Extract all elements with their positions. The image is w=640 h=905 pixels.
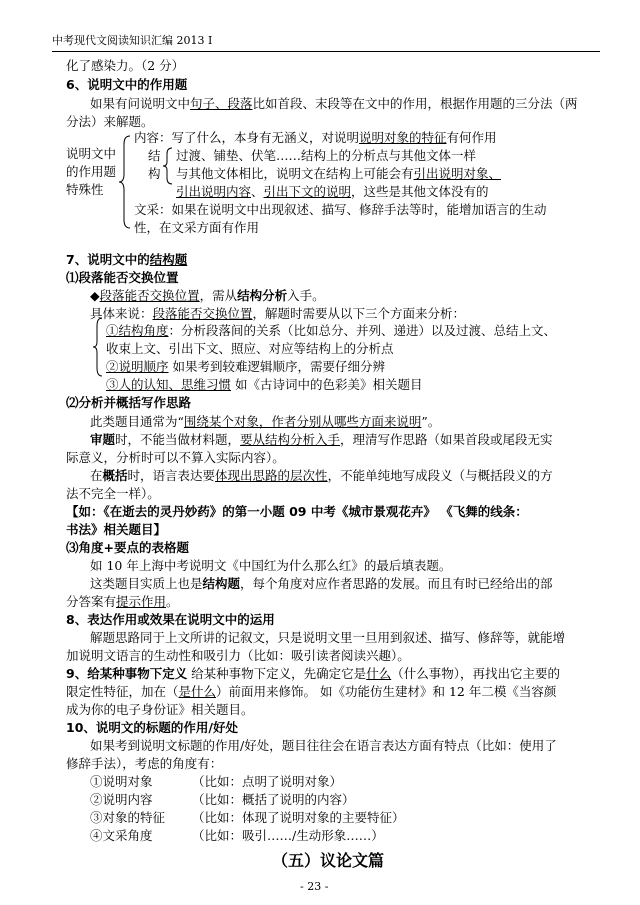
s7-sub-3: ⑶角度+要点的表格题: [66, 540, 189, 555]
item-key: ④文采角度: [90, 828, 153, 843]
text: 如果考到较难逻辑顺序，需要仔细分辨: [168, 359, 385, 374]
header-rule: [52, 51, 600, 52]
text: 限定性特征，加在（: [66, 684, 179, 699]
s7-q3: [90, 468, 553, 484]
s6-wencai-2: 性，在文采方面有作用: [134, 220, 260, 235]
s10-l1: 如果考到说明文标题的作用/好处，题目往往会在语言表达方面有特点（比如：使用了: [90, 738, 557, 753]
diamond-icon: ◆: [90, 288, 100, 303]
text: 此类题目通常为“: [90, 414, 184, 429]
list-brace-icon: [92, 316, 104, 378]
underlined-text: 要从结构分析入手: [240, 432, 341, 447]
text: ，这些是其他文体没有的: [351, 184, 489, 199]
s7-item-1: [106, 323, 556, 339]
underlined-text: 段落能否交换位置: [99, 288, 200, 303]
text: 内容：写了什么，本身有无涵义，对说明: [134, 130, 360, 145]
s6-gou: 构: [148, 166, 161, 181]
text: 如《古诗词中的色彩美》相关题目: [231, 377, 423, 392]
section-8-title: 8、表达作用或效果在说明文中的运用: [66, 612, 275, 627]
outer-brace-icon: [118, 134, 132, 230]
underlined-text: 引出说明对象、: [413, 166, 502, 181]
text: ：分析段落间的关系（比如总分、并列、递进）以及过渡、总结上文、: [168, 323, 557, 338]
s7-sub-2: ⑵分析并概括写作思路: [66, 395, 192, 410]
text: ，需从: [199, 288, 238, 303]
text: 如果有问说明文中: [90, 96, 191, 111]
text: 具体来说：: [90, 306, 153, 321]
bold-text: 结构分析: [237, 288, 288, 303]
item-value: （比如：体现了说明对象的主要特征）: [192, 810, 405, 825]
s6-content: [134, 130, 497, 146]
section-9-title: 9、给某种事物下定义: [66, 666, 188, 681]
underlined-text: 句子、段落: [190, 96, 253, 111]
underlined-text: 是什么: [178, 684, 217, 699]
page-number: - 23 -: [300, 880, 329, 893]
bold-text: 审题: [90, 432, 116, 447]
s6-wencai-1: 文采：如果在说明文中出现叙述、描写、修辞手法等时，能增加语言的生动: [134, 202, 547, 217]
text: ”。: [421, 414, 441, 429]
s10-item-2: [90, 792, 355, 808]
s7-example-1: 【如：《在逝去的灵丹妙药》的第一小题 09 中考《城市景观花卉》 《飞舞的线条：: [66, 504, 528, 519]
text: 比如首段、末段等在文中的作用，根据作用题的三分法（两: [252, 96, 578, 111]
s9-l2: [66, 684, 556, 700]
item-value: （比如：吸引……/生动形象……）: [192, 828, 384, 843]
s7-r3: [66, 594, 179, 610]
s8-l1: 解题思路同于上文所讲的记叙文，只是说明文里一旦用到叙述、描写、修辞等，就能增: [90, 630, 566, 645]
text: 与其他文体相比，说明文在结构上可能会有: [176, 166, 414, 181]
underlined-text: 结构题: [149, 252, 188, 267]
underlined-text: 段落能否交换位置: [152, 306, 253, 321]
s6-side-2: 的作用题: [66, 164, 117, 179]
s7-item-2: [106, 359, 385, 375]
underlined-text: ③人的认知、思维习惯: [106, 377, 232, 392]
s7-q3-cont: 法不完全一样）。: [66, 486, 160, 501]
s7-r2: [90, 576, 553, 592]
underlined-text: 说明对象的特征: [359, 130, 447, 145]
underlined-text: 体现出思路的层次性: [215, 468, 328, 483]
section-6-title: 6、说明文中的作用题: [66, 77, 188, 92]
section-7-title: [66, 252, 187, 268]
inner-brace-icon: [162, 146, 174, 186]
item-value: （比如：点明了说明对象）: [192, 774, 343, 789]
s7-sub-1: ⑴段落能否交换位置: [66, 270, 179, 285]
text: 入手。: [287, 288, 325, 303]
section-10-title: 10、说明文的标题的作用/好处: [66, 720, 238, 735]
text: ，不能单纯地写成段义（与概括段义的方: [327, 468, 553, 483]
running-header: 中考现代文阅读知识汇编 2013 Ⅰ: [52, 34, 213, 47]
s6-struct-3: [176, 184, 489, 200]
s7-item-1-cont: 收束上文、引出下文、照应、对应等结构上的分析点: [106, 341, 394, 356]
s6-side-1: 说明文中: [66, 146, 117, 161]
s9-l3: 成为你的电子身份证》相关题目。: [66, 702, 254, 717]
underlined-text: 围绕某个对象，作者分别从哪些方面来说明: [183, 414, 422, 429]
s9-l1: [66, 666, 560, 682]
s7-p2: [90, 306, 465, 322]
text: ，解题时需要从以下三个方面来分析：: [252, 306, 466, 321]
s7-q2: [90, 432, 553, 448]
underlined-text: 引出下文的说明: [263, 184, 352, 199]
text: （什么事物），再找出它主要的: [391, 666, 560, 681]
s10-l2: 修辞手法），考虑的角度有：: [66, 756, 223, 771]
s10-item-4: [90, 828, 384, 844]
underlined-text: 引出说明内容: [176, 184, 252, 199]
text: ，理清写作思路（如果首段或尾段无实: [340, 432, 553, 447]
text: 时，不能当做材料题，: [115, 432, 241, 447]
text: 分答案有: [66, 594, 117, 609]
s6-struct-2: [176, 166, 501, 182]
s7-item-3: [106, 377, 423, 393]
section-title: （五）议论文篇: [272, 851, 385, 870]
text: 、: [251, 184, 264, 199]
text: 这类题目实质上也是: [90, 576, 203, 591]
line-0: 化了感染力。（2 分）: [66, 58, 185, 73]
text: 时，语言表达要: [127, 468, 216, 483]
underlined-text: ①结构角度: [106, 323, 169, 338]
underlined-text: 提示作用: [116, 594, 167, 609]
s10-item-3: [90, 810, 405, 826]
s6-side-3: 特殊性: [66, 182, 104, 197]
s7-q1: [90, 414, 440, 430]
text: 给某种事物下定义，先确定它是: [187, 666, 367, 681]
text: 在: [90, 468, 103, 483]
s6-intro-2: 分法）来解题。: [66, 114, 154, 129]
bold-text: 结构题: [202, 576, 241, 591]
s6-intro: [90, 96, 578, 112]
s7-p1: [90, 288, 325, 304]
item-key: ②说明内容: [90, 792, 153, 807]
s6-struct-1: 过渡、铺垫、伏笔……结构上的分析点与其他文体一样: [176, 148, 477, 163]
s7-q2-cont: 际意义，分析时可以不算入实际内容）。: [66, 450, 285, 465]
item-value: （比如：概括了说明的内容）: [192, 792, 355, 807]
item-key: ③对象的特征: [90, 810, 166, 825]
text: ）前面用来修饰。 如《功能仿生建材》和 12 年二模《当容颜: [216, 684, 557, 699]
s6-jie: 结: [148, 148, 161, 163]
text: ，每个角度对应作者思路的发展。而且有时已经给出的部: [240, 576, 553, 591]
text: 有何作用: [446, 130, 497, 145]
text: 7、说明文中的: [66, 252, 150, 267]
s8-l2: 加说明文语言的生动性和吸引力（比如：吸引读者阅读兴趣）。: [66, 648, 410, 663]
item-key: ①说明对象: [90, 774, 153, 789]
text: 。: [166, 594, 179, 609]
s7-example-2: 书法》相关题目】: [66, 522, 167, 537]
s7-r1: 如 10 年上海中考说明文《中国红为什么那么红》的最后填表题。: [90, 558, 452, 573]
s10-item-1: [90, 774, 342, 790]
bold-text: 概括: [102, 468, 128, 483]
underlined-text: ②说明顺序: [106, 359, 169, 374]
underlined-text: 什么: [366, 666, 392, 681]
